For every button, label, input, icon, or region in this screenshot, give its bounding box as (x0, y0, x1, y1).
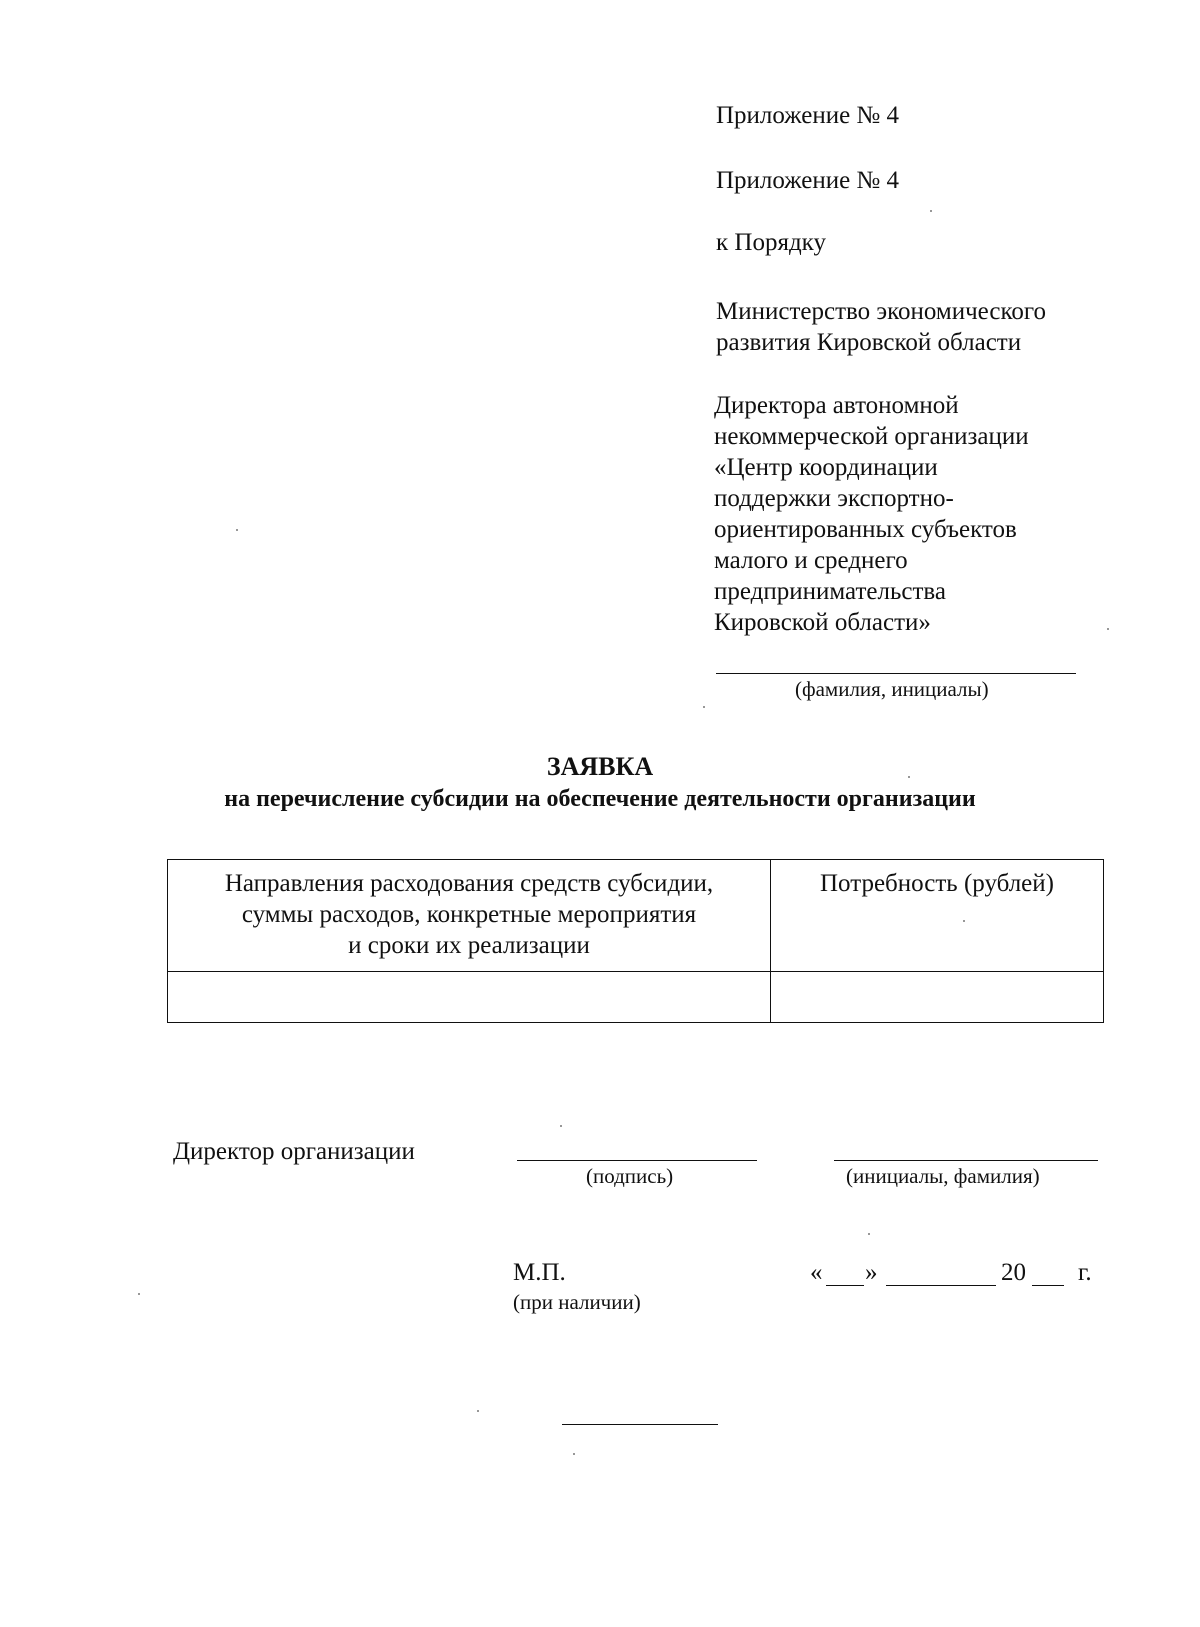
header-line: Направления расходования средств субсидии, (224, 870, 714, 897)
table-cell-directions[interactable] (168, 972, 771, 1023)
scan-speck (573, 1453, 575, 1455)
footer-separator (562, 1424, 718, 1425)
director-of-line: предпринимательства (714, 578, 946, 605)
scan-speck (963, 920, 965, 922)
date-year-prefix: 20 (1001, 1259, 1026, 1286)
director-of-line: малого и среднего (714, 547, 908, 574)
director-of-line: Директора автономной (714, 392, 959, 419)
scan-speck (560, 1125, 562, 1127)
scan-speck (908, 776, 910, 778)
ministry-block (716, 296, 1046, 358)
director-of-line: некоммерческой организации (714, 423, 1029, 450)
stamp-label: М.П. (513, 1259, 566, 1286)
director-of-line: «Центр координации (714, 454, 938, 481)
scan-speck (703, 706, 705, 708)
scan-speck (868, 1233, 870, 1235)
date-open-quote: « (810, 1259, 823, 1286)
signature-caption: (подпись) (586, 1164, 674, 1188)
date-year-suffix: г. (1078, 1259, 1092, 1286)
director-name-line (716, 673, 1076, 674)
initials-line[interactable] (834, 1160, 1098, 1161)
table-header-need: Потребность (рублей) (771, 860, 1104, 972)
initials-caption: (инициалы, фамилия) (846, 1164, 1040, 1188)
scan-speck (477, 1410, 479, 1412)
director-of-line: поддержки экспортно- (714, 485, 954, 512)
appendix-label-2: Приложение № 4 (716, 167, 900, 194)
date-year-line[interactable] (1032, 1285, 1064, 1286)
scan-speck (1107, 628, 1109, 630)
date-day-line[interactable] (826, 1285, 864, 1286)
to-order-label: к Порядку (716, 229, 826, 256)
scan-speck (236, 529, 238, 531)
director-role-label: Директор организации (173, 1138, 415, 1165)
document-title: ЗАЯВКА (546, 752, 654, 781)
signature-line[interactable] (517, 1160, 757, 1161)
director-of-block (714, 390, 1029, 638)
header-line: и сроки их реализации (348, 932, 590, 959)
document-subtitle: на перечисление субсидии на обеспечение деятельности организации (224, 786, 976, 812)
table-header-directions (168, 860, 771, 972)
ministry-line: развития Кировской области (716, 329, 1022, 356)
appendix-label-1: Приложение № 4 (716, 102, 900, 129)
header-line: суммы расходов, конкретные мероприятия (241, 901, 697, 928)
table-cell-need[interactable] (771, 972, 1104, 1023)
stamp-note: (при наличии) (513, 1290, 641, 1314)
director-of-line: ориентированных субъектов (714, 516, 1017, 543)
director-name-caption: (фамилия, инициалы) (795, 677, 989, 701)
director-of-line: Кировской области» (714, 609, 931, 636)
date-close-quote: » (865, 1259, 878, 1286)
ministry-line: Министерство экономического (716, 298, 1046, 325)
scan-speck (930, 210, 932, 212)
date-month-line[interactable] (886, 1285, 996, 1286)
expenses-table (167, 859, 1104, 1023)
scan-speck (138, 1293, 140, 1295)
